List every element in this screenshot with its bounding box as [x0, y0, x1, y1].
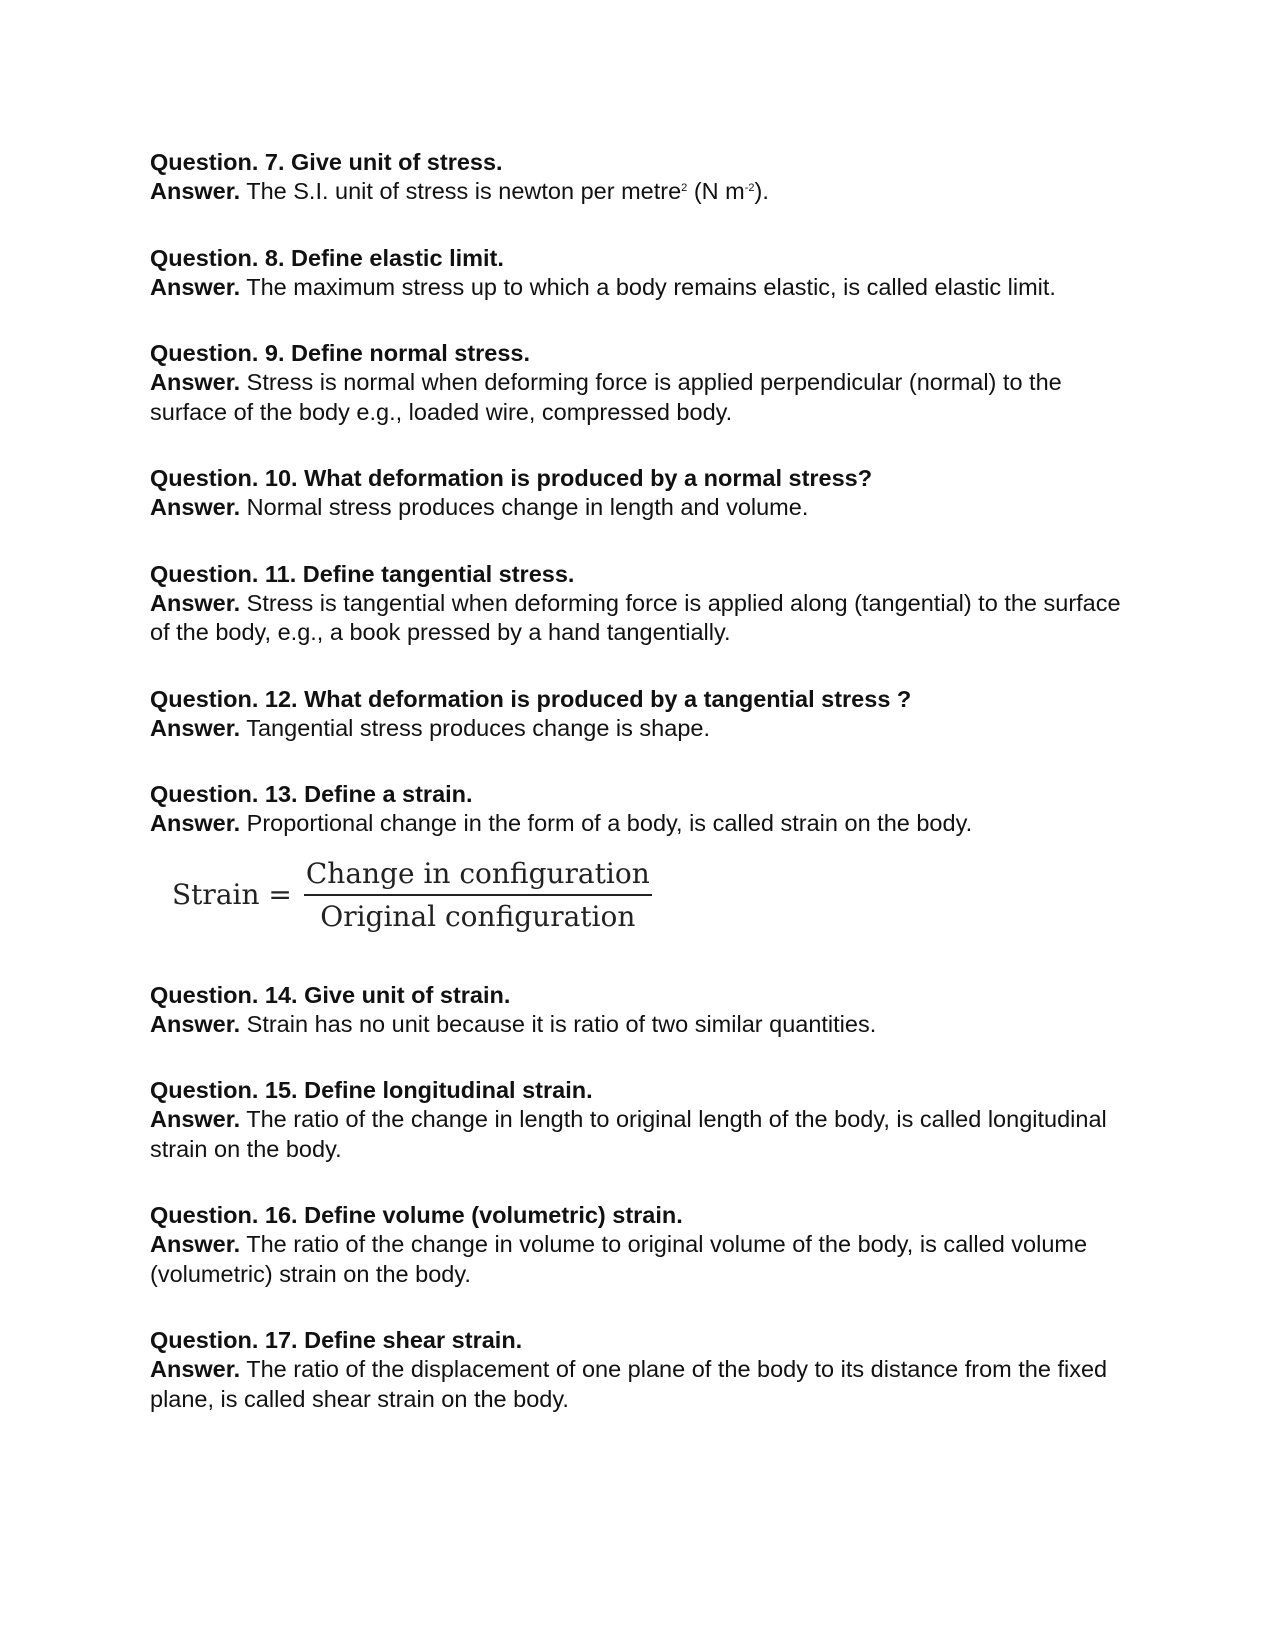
answer-7	[150, 177, 1140, 207]
formula-numerator: Change in configuration	[304, 857, 652, 896]
qa-item-12	[150, 685, 1140, 744]
answer-label: Answer.	[150, 1231, 241, 1257]
qa-item-7	[150, 148, 1140, 207]
answer-text: Stress is normal when deforming force is applied perpendicular (normal) to the surface of the body e.g., loaded wire, compressed body.	[150, 369, 1062, 425]
qa-item-9	[150, 339, 1140, 427]
qa-item-10	[150, 464, 1140, 523]
answer-text: ).	[754, 178, 769, 204]
answer-label: Answer.	[150, 369, 241, 395]
answer-text: Tangential stress produces change is shape.	[246, 714, 710, 741]
strain-formula	[172, 857, 1140, 933]
answer-13	[150, 809, 1140, 839]
question-9: Question. 9. Define normal stress.	[150, 340, 531, 366]
answer-11	[150, 589, 1140, 648]
answer-label: Answer.	[150, 273, 241, 300]
question-11: Question. 11. Define tangential stress.	[150, 560, 575, 587]
answer-text: Normal stress produces change in length and volume.	[246, 494, 809, 520]
answer-label: Answer.	[150, 714, 241, 741]
question-10: Question. 10. What deformation is produced by a normal stress?	[150, 465, 873, 491]
answer-text: The ratio of the change in length to original length of the body, is called longitudinal strain on the body.	[150, 1106, 1107, 1162]
question-17: Question. 17. Define shear strain.	[150, 1327, 523, 1353]
answer-17	[150, 1355, 1140, 1414]
answer-label: Answer.	[150, 1010, 241, 1037]
qa-item-8	[150, 244, 1140, 303]
qa-item-13	[150, 780, 1140, 839]
answer-text: The maximum stress up to which a body remains elastic, is called elastic limit.	[246, 273, 1056, 300]
answer-label: Answer.	[150, 178, 241, 204]
formula-lhs: Strain =	[172, 878, 292, 911]
answer-text: The ratio of the displacement of one plane of the body to its distance from the fixed plane, is called shear strain on the body.	[150, 1356, 1108, 1412]
answer-9	[150, 368, 1140, 427]
question-15: Question. 15. Define longitudinal strain.	[150, 1077, 593, 1103]
qa-item-15	[150, 1076, 1140, 1164]
answer-8	[150, 273, 1140, 303]
answer-text: Stress is tangential when deforming force is applied along (tangential) to the surface of the body, e.g., a book pressed by a hand tangentially.	[150, 589, 1121, 645]
document-page	[150, 148, 1140, 1451]
question-7: Question. 7. Give unit of stress.	[150, 149, 503, 175]
question-13: Question. 13. Define a strain.	[150, 781, 473, 807]
answer-14	[150, 1010, 1140, 1040]
answer-label: Answer.	[150, 1356, 241, 1382]
answer-16	[150, 1230, 1140, 1289]
answer-label: Answer.	[150, 494, 241, 520]
qa-item-17	[150, 1326, 1140, 1414]
answer-label: Answer.	[150, 589, 241, 616]
answer-text: (N m	[687, 178, 745, 204]
answer-10	[150, 493, 1140, 523]
qa-item-16	[150, 1201, 1140, 1289]
question-12: Question. 12. What deformation is produced by a tangential stress ?	[150, 685, 912, 712]
answer-text: Proportional change in the form of a body, is called strain on the body.	[246, 810, 973, 836]
question-8: Question. 8. Define elastic limit.	[150, 244, 504, 271]
qa-item-14	[150, 981, 1140, 1040]
answer-12	[150, 714, 1140, 744]
qa-item-11	[150, 560, 1140, 648]
answer-label: Answer.	[150, 1106, 241, 1132]
superscript: -2	[744, 182, 755, 194]
answer-text: The S.I. unit of stress is newton per metre	[246, 178, 682, 204]
answer-15	[150, 1105, 1140, 1164]
answer-text: Strain has no unit because it is ratio of two similar quantities.	[246, 1010, 877, 1037]
question-14: Question. 14. Give unit of strain.	[150, 981, 511, 1008]
question-16: Question. 16. Define volume (volumetric) strain.	[150, 1202, 683, 1228]
formula-fraction	[304, 857, 652, 933]
answer-label: Answer.	[150, 810, 241, 836]
superscript: 2	[681, 182, 688, 194]
answer-text: The ratio of the change in volume to original volume of the body, is called volume (volumetric) strain on the body.	[150, 1231, 1088, 1287]
formula-denominator: Original configuration	[320, 899, 636, 933]
